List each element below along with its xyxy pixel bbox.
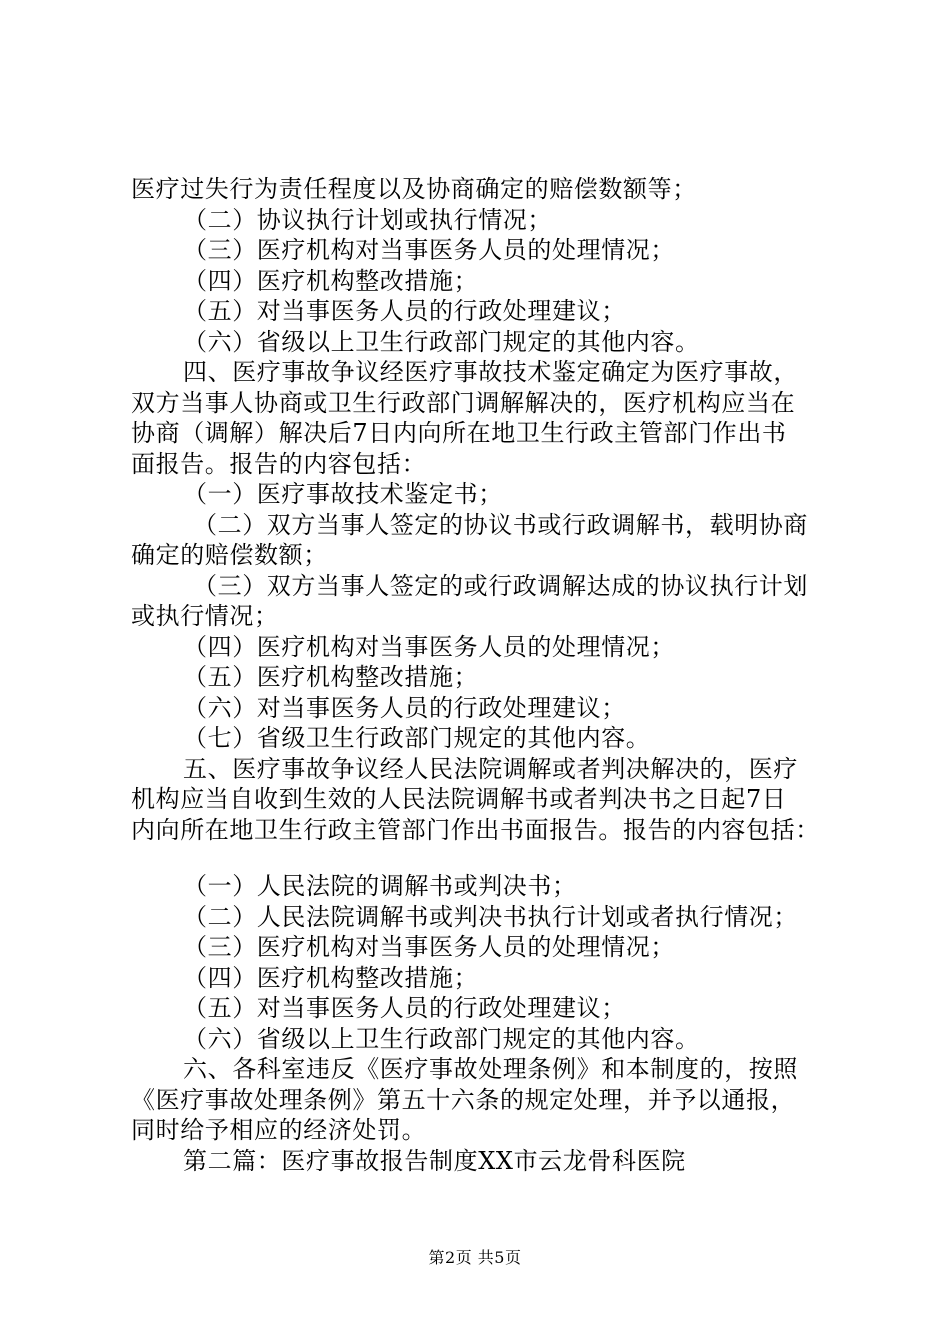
text-line: （二）双方当事人签定的协议书或行政调解书，载明协商 [193,510,808,539]
text-line: （七）省级卫生行政部门规定的其他内容。 [183,724,651,752]
text-line: 或执行情况； [131,602,279,630]
text-line: （三）医疗机构对当事医务人员的处理情况； [183,236,675,264]
text-line: （六）省级以上卫生行政部门规定的其他内容。 [183,327,700,356]
text-line: 内向所在地卫生行政主管部门作出书面报告。报告的内容包括： [131,815,820,844]
text-line: 第二篇：医疗事故报告制度XX市云龙骨科医院 [183,1146,686,1175]
text-line: 《医疗事故处理条例》第五十六条的规定处理，并予以通报， [131,1085,796,1114]
text-line: 医疗过失行为责任程度以及协商确定的赔偿数额等； [131,175,697,203]
text-line: （二）人民法院调解书或判决书执行计划或者执行情况； [183,902,798,931]
document-body [131,174,851,1176]
text-line: 机构应当自收到生效的人民法院调解书或者判决书之日起7日 [131,785,787,813]
text-line: 协商（调解）解决后7日内向所在地卫生行政主管部门作出书 [131,419,787,447]
text-line: （三）医疗机构对当事医务人员的处理情况； [183,933,675,961]
page-footer: 第2页 共5页 [428,1248,522,1267]
text-line: （三）双方当事人签定的或行政调解达成的协议执行计划 [193,571,808,600]
paragraph-gap [131,845,851,871]
text-line: 四、医疗事故争议经医疗事故技术鉴定确定为医疗事故， [183,358,798,386]
text-line: 五、医疗事故争议经人民法院调解或者判决解决的，医疗 [183,754,798,783]
text-line: 确定的赔偿数额； [131,541,328,569]
text-line: （四）医疗机构整改措施； [183,266,479,295]
text-line: （五）对当事医务人员的行政处理建议； [183,994,626,1022]
text-line: （六）对当事医务人员的行政处理建议； [183,693,626,722]
text-line: （四）医疗机构整改措施； [183,963,479,992]
text-line: 六、各科室违反《医疗事故处理条例》和本制度的，按照 [183,1055,798,1083]
text-line: （二）协议执行计划或执行情况； [183,205,552,234]
text-line: （四）医疗机构对当事医务人员的处理情况； [183,632,675,661]
text-line: 面报告。报告的内容包括： [131,449,427,478]
text-line: （六）省级以上卫生行政部门规定的其他内容。 [183,1024,700,1053]
text-line: 双方当事人协商或卫生行政部门调解解决的，医疗机构应当在 [131,388,796,417]
text-line: （一）医疗事故技术鉴定书； [183,480,503,508]
text-line: （五）医疗机构整改措施； [183,663,479,691]
text-line: 同时给予相应的经济处罚。 [131,1116,427,1144]
text-line: （一）人民法院的调解书或判决书； [183,872,577,900]
text-line: （五）对当事医务人员的行政处理建议； [183,297,626,325]
